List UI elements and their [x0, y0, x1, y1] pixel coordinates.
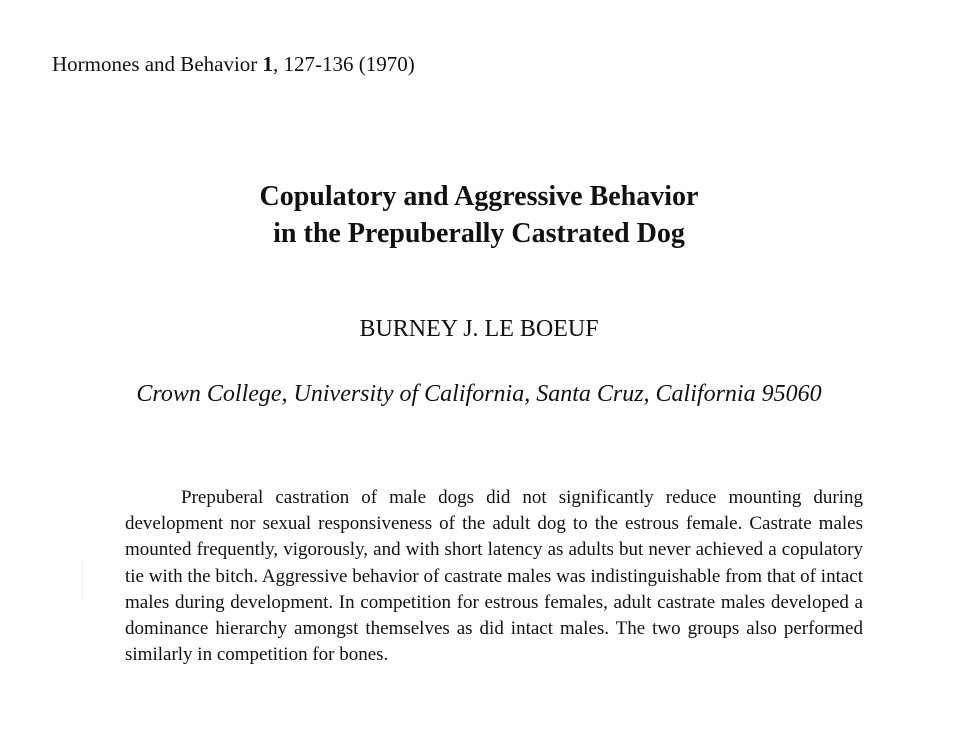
journal-pages: 127-136 — [283, 52, 354, 76]
title-line-2: in the Prepuberally Castrated Dog — [273, 218, 685, 249]
author-name: BURNEY J. LE BOEUF — [359, 316, 599, 342]
abstract-text: Prepuberal castration of male dogs did not significantly reduce mounting during development nor sexual responsiveness of the adult dog to the estrous female. Castrate males mounted frequently, vigorously, and with short latency as adults but never achieved a copulatory tie with the bitch. Aggressive behavior of castrate males was indistinguishable from that of intact males during development. In competition for estrous females, adult castrate males developed a dominance hierarchy amongst themselves as did intact males. The two groups also performed similarly in competition for bones. — [125, 487, 863, 666]
journal-volume: 1 — [262, 52, 274, 76]
author-affiliation: Crown College, University of California, Santa Cruz, California 95060 — [136, 381, 822, 407]
journal-year: (1970) — [358, 52, 415, 76]
paper-title — [0, 178, 958, 252]
scan-artifact — [82, 560, 83, 600]
journal-name: Hormones and Behavior — [52, 52, 258, 76]
title-line-1: Copulatory and Aggressive Behavior — [259, 181, 699, 212]
journal-citation: Hormones and Behavior 1, 127-136 (1970) — [52, 52, 415, 76]
